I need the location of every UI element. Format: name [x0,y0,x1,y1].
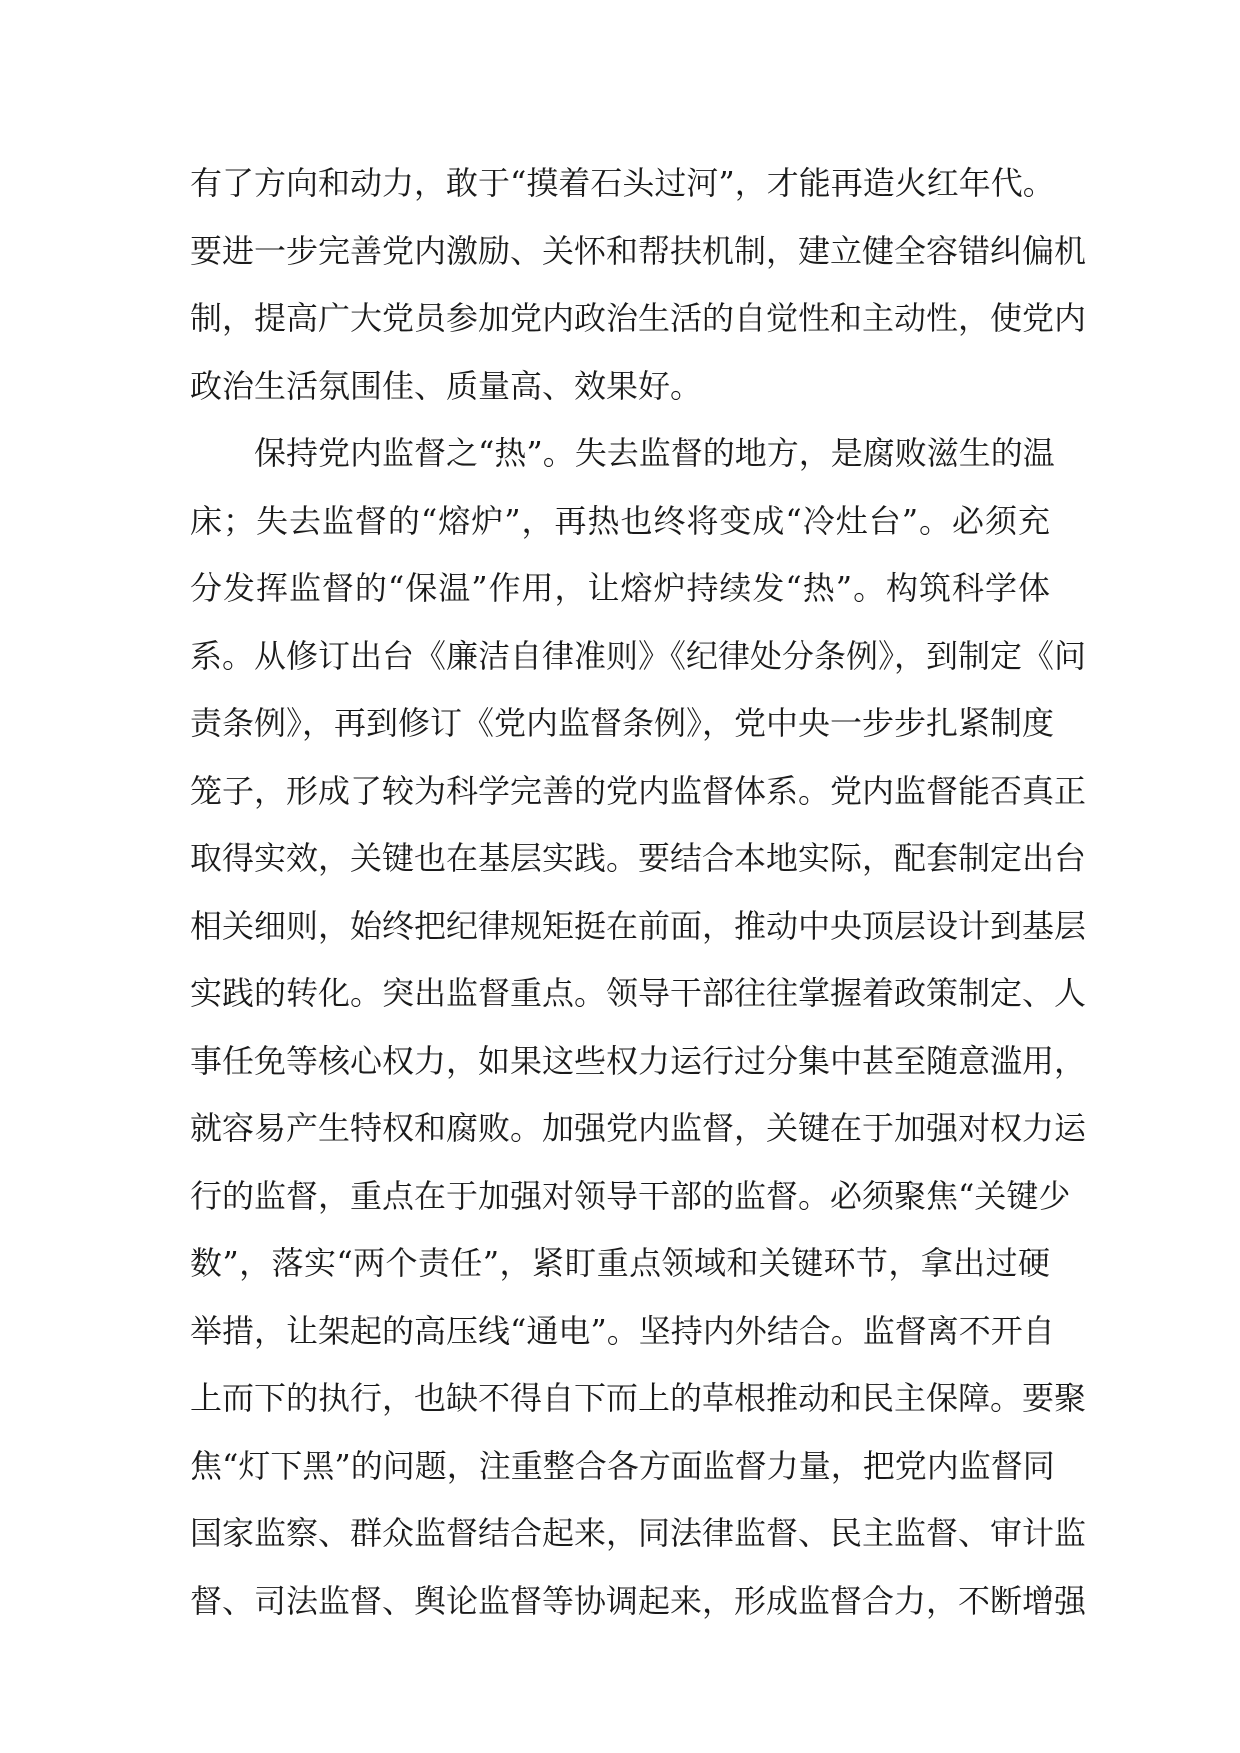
text-line: 实践的转化。突出监督重点。领导干部往往掌握着政策制定、人 [190,974,1087,1012]
text-line: 国家监察、群众监督结合起来，同法律监督、民主监督、审计监 [190,1514,1087,1552]
text-line: 笼子，形成了较为科学完善的党内监督体系。党内监督能否真正 [190,771,1087,810]
text-line: 政治生活氛围佳、质量高、效果好。 [190,366,703,405]
text-line: 取得实效，关键也在基层实践。要结合本地实际，配套制定出台 [190,839,1087,877]
text-line: 焦“灯下黑”的问题，注重整合各方面监督力量，把党内监督同 [190,1446,1055,1485]
text-line: 事任免等核心权力，如果这些权力运行过分集中甚至随意滥用， [190,1041,1087,1080]
text-line: 举措，让架起的高压线“通电”。坚持内外结合。监督离不开自 [190,1311,1055,1350]
text-line: 要进一步完善党内激励、关怀和帮扶机制，建立健全容错纠偏机 [190,231,1087,270]
paragraph-1 [190,150,1087,420]
text-line: 分发挥监督的“保温”作用，让熔炉持续发“热”。构筑科学体 [190,569,1050,607]
paragraph-2 [190,420,1087,1635]
text-line: 行的监督，重点在于加强对领导干部的监督。必须聚焦“关键少 [190,1176,1071,1215]
text-line: 相关细则，始终把纪律规矩挺在前面，推动中央顶层设计到基层 [190,906,1087,945]
text-line: 有了方向和动力，敢于“摸着石头过河”，才能再造火红年代。 [190,164,1055,202]
text-line: 督、司法监督、舆论监督等协调起来，形成监督合力，不断增强 [190,1581,1087,1620]
text-line: 数”，落实“两个责任”，紧盯重点领域和关键环节，拿出过硬 [190,1244,1050,1282]
text-line: 上而下的执行，也缺不得自下而上的草根推动和民主保障。要聚 [190,1379,1087,1417]
text-line: 就容易产生特权和腐败。加强党内监督，关键在于加强对权力运 [190,1109,1087,1147]
text-line: 保持党内监督之“热”。失去监督的地方，是腐败滋生的温 [254,434,1055,472]
text-line: 责条例》，再到修订《党内监督条例》，党中央一步步扎紧制度 [190,704,1055,742]
body-text [190,150,1087,1635]
text-line: 制，提高广大党员参加党内政治生活的自觉性和主动性，使党内 [190,299,1087,337]
text-line: 系。从修订出台《廉洁自律准则》《纪律处分条例》，到制定《问 [190,636,1087,675]
text-line: 床；失去监督的“熔炉”，再热也终将变成“冷灶台”。必须充 [190,501,1050,540]
